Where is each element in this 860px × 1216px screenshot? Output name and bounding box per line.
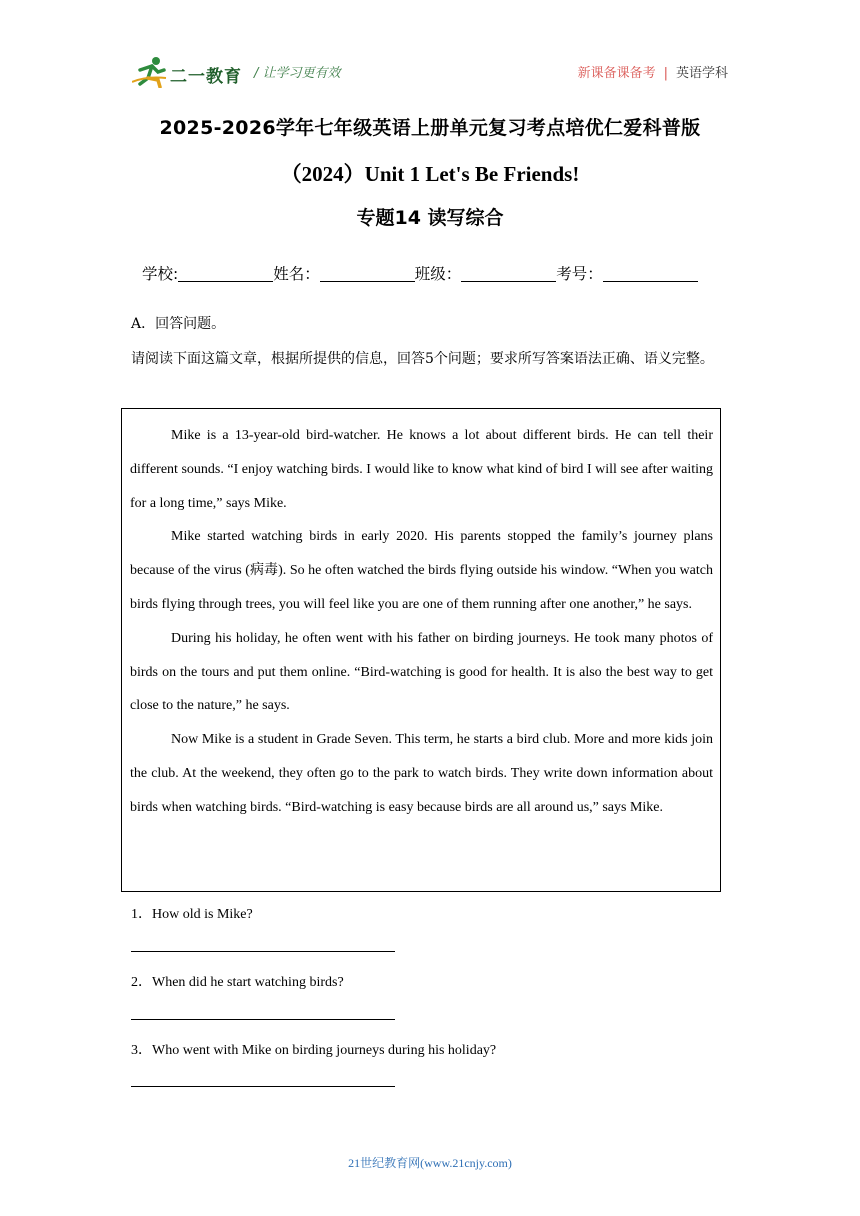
passage-paragraph: During his holiday, he often went with his father on birding journeys. He took many photos of birds on the tours and put them online. “Bird-watching is good for health. It is also the best way to get close to the nature,” he says. [130,630,713,714]
logo [132,56,244,90]
exam-number-label: 考号： [556,265,603,283]
school-field[interactable] [178,265,273,282]
passage-paragraph: Mike started watching birds in early 2020. His parents stopped the family’s journey plans because of the virus (病毒). So he often watched the birds flying outside his window. “When you watch birds flying through trees, you will feel like you are one of them running after one another,” he says. [130,529,713,612]
header-right [578,62,728,81]
page-header [132,52,728,92]
page-footer: 21世纪教育网(www.21cnjy.com) [348,1156,512,1170]
student-info [142,262,732,284]
school-label: 学校: [142,265,179,283]
answer-line-3[interactable] [131,1086,395,1087]
question-1: 1．How old is Mike? [131,907,253,922]
class-field[interactable] [461,265,556,282]
logo-text: 二一教育 [170,67,242,87]
header-subject: 英语学科 [675,66,728,81]
doc-title-line3: 专题14 读写综合 [356,207,504,229]
name-label: 姓名： [273,265,320,283]
section-instruction: 请阅读下面这篇文章，根据所提供的信息，回答5个问题；要求所写答案语法正确、语义完整。 [131,351,714,367]
header-separator: | [663,66,668,81]
reading-passage [121,408,721,892]
answer-line-2[interactable] [131,1019,395,1020]
doc-title-line2: （2024）Unit 1 Let's Be Friends! [280,162,580,186]
passage-paragraph: Mike is a 13-year-old bird-watcher. He knows a lot about different birds. He can tell their different sounds. “I enjoy watching birds. I would like to know what kind of bird I will see after waiting for a long time,” says Mike. [130,428,713,511]
slogan: / 让学习更有效 [254,66,341,81]
question-3: 3．Who went with Mike on birding journeys during his holiday? [131,1043,497,1058]
doc-title-line1: 2025-2026学年七年级英语上册单元复习考点培优仁爱科普版 [159,117,701,139]
section-heading: A．回答问题。 [131,316,226,332]
question-2: 2．When did he start watching birds? [131,975,344,990]
runner-logo-icon [132,56,168,88]
name-field[interactable] [320,265,415,282]
class-label: 班级： [414,265,462,283]
exam-number-field[interactable] [603,265,698,282]
passage-paragraph: Now Mike is a student in Grade Seven. This term, he starts a bird club. More and more kids join the club. At the weekend, they often go to the park to watch birds. They write down information about birds when watching birds. “Bird-watching is easy because birds are all around us,” says Mike. [130,732,713,815]
header-label: 新课备课备考 [577,66,656,81]
answer-line-1[interactable] [131,951,395,952]
